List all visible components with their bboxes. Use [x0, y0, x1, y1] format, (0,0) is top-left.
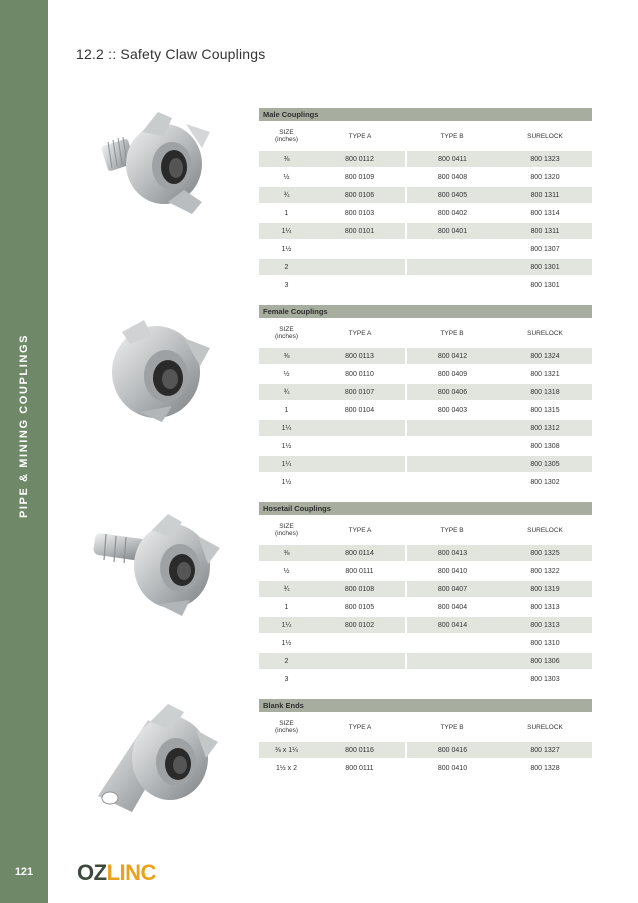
cell-surelock: 800 1325: [498, 545, 592, 562]
cell-type-b: 800 0402: [406, 204, 498, 222]
cell-size: ¾: [259, 383, 314, 401]
table-row: [259, 419, 592, 437]
col-type-a: TYPE A: [348, 723, 372, 731]
logo-oz: OZ: [77, 860, 107, 885]
cell-size: ¾: [259, 580, 314, 598]
cell-type-b: [406, 634, 498, 652]
section-header: Blank Ends: [259, 699, 592, 712]
male-couplings-section: [259, 108, 592, 295]
cell-surelock: 800 1310: [498, 634, 592, 652]
col-type-b: TYPE B: [440, 132, 464, 140]
cell-type-a: 800 0111: [314, 759, 406, 777]
cell-type-b: 800 0406: [406, 383, 498, 401]
cell-type-a: 800 0112: [314, 151, 406, 168]
col-surelock: SURELOCK: [527, 132, 563, 140]
cell-type-b: 800 0412: [406, 348, 498, 365]
col-size: SIZE (inches): [274, 720, 299, 734]
cell-size: 2: [259, 258, 314, 276]
cell-size: 3: [259, 670, 314, 688]
table-row: [259, 545, 592, 562]
cell-surelock: 800 1312: [498, 419, 592, 437]
female-coupling-image: [100, 314, 218, 426]
cell-size: ⅜: [259, 348, 314, 365]
table-row: [259, 151, 592, 168]
page-number: 121: [14, 866, 34, 878]
section-header: Female Couplings: [259, 305, 592, 318]
cell-surelock: 800 1306: [498, 652, 592, 670]
cell-type-a: [314, 652, 406, 670]
section-header: Hosetail Couplings: [259, 502, 592, 515]
cell-type-b: 800 0404: [406, 598, 498, 616]
cell-type-b: [406, 455, 498, 473]
cell-type-a: 800 0109: [314, 168, 406, 186]
cell-type-a: 800 0105: [314, 598, 406, 616]
cell-type-a: 800 0102: [314, 616, 406, 634]
cell-size: 1½: [259, 240, 314, 258]
cell-type-b: [406, 240, 498, 258]
male-couplings-table: [259, 121, 592, 295]
cell-type-b: 800 0401: [406, 222, 498, 240]
cell-surelock: 800 1308: [498, 437, 592, 455]
col-type-a: TYPE A: [348, 132, 372, 140]
male-coupling-image: [98, 110, 226, 220]
cell-size: 1¼: [259, 222, 314, 240]
table-row: [259, 276, 592, 294]
hosetail-couplings-table: [259, 515, 592, 689]
cell-type-a: 800 0106: [314, 186, 406, 204]
table-row: [259, 652, 592, 670]
cell-type-b: 800 0405: [406, 186, 498, 204]
cell-surelock: 800 1322: [498, 562, 592, 580]
cell-surelock: 800 1323: [498, 151, 592, 168]
cell-size: ½: [259, 562, 314, 580]
table-row: [259, 168, 592, 186]
cell-type-b: 800 0409: [406, 365, 498, 383]
cell-type-a: 800 0110: [314, 365, 406, 383]
cell-size: 1: [259, 598, 314, 616]
table-row: [259, 580, 592, 598]
blank-ends-table: [259, 712, 592, 778]
cell-type-a: [314, 258, 406, 276]
cell-surelock: 800 1315: [498, 401, 592, 419]
section-header: Male Couplings: [259, 108, 592, 121]
hosetail-coupling-image: [92, 510, 222, 620]
cell-type-a: 800 0107: [314, 383, 406, 401]
cell-surelock: 800 1327: [498, 742, 592, 759]
cell-surelock: 800 1318: [498, 383, 592, 401]
cell-type-b: [406, 473, 498, 491]
cell-type-b: 800 0414: [406, 616, 498, 634]
table-row: [259, 186, 592, 204]
blank-end-image: [92, 700, 222, 818]
cell-type-b: [406, 670, 498, 688]
col-surelock: SURELOCK: [527, 526, 563, 534]
cell-surelock: 800 1321: [498, 365, 592, 383]
cell-type-a: [314, 276, 406, 294]
cell-size: 2: [259, 652, 314, 670]
sidebar: [0, 0, 48, 903]
col-size: SIZE (inches): [274, 129, 299, 143]
table-row: [259, 598, 592, 616]
cell-type-a: [314, 240, 406, 258]
cell-size: 1: [259, 401, 314, 419]
cell-size: 1¼: [259, 616, 314, 634]
cell-type-a: 800 0104: [314, 401, 406, 419]
col-type-b: TYPE B: [440, 526, 464, 534]
cell-type-a: 800 0101: [314, 222, 406, 240]
cell-type-b: [406, 652, 498, 670]
col-type-b: TYPE B: [440, 723, 464, 731]
table-row: [259, 365, 592, 383]
logo-linc: LINC: [106, 860, 156, 885]
cell-surelock: 800 1320: [498, 168, 592, 186]
table-row: [259, 348, 592, 365]
col-surelock: SURELOCK: [527, 723, 563, 731]
cell-size: 1½: [259, 437, 314, 455]
cell-surelock: 800 1319: [498, 580, 592, 598]
cell-type-a: [314, 437, 406, 455]
col-surelock: SURELOCK: [527, 329, 563, 337]
cell-size: ½: [259, 365, 314, 383]
table-row: [259, 401, 592, 419]
cell-size: 1½ x 2: [259, 759, 314, 777]
sidebar-section-label: PIPE & MINING COUPLINGS: [18, 333, 30, 519]
table-row: [259, 616, 592, 634]
table-row: [259, 258, 592, 276]
table-row: [259, 240, 592, 258]
cell-surelock: 800 1314: [498, 204, 592, 222]
page-title: 12.2 :: Safety Claw Couplings: [76, 46, 266, 62]
table-row: [259, 759, 592, 777]
table-row: [259, 383, 592, 401]
cell-size: ⅜: [259, 545, 314, 562]
cell-type-a: 800 0108: [314, 580, 406, 598]
col-type-a: TYPE A: [348, 526, 372, 534]
cell-size: ¾: [259, 186, 314, 204]
cell-size: 1½: [259, 473, 314, 491]
table-row: [259, 634, 592, 652]
female-couplings-section: [259, 305, 592, 492]
table-row: [259, 204, 592, 222]
table-row: [259, 455, 592, 473]
table-row: [259, 437, 592, 455]
table-row: [259, 562, 592, 580]
table-row: [259, 742, 592, 759]
cell-surelock: 800 1328: [498, 759, 592, 777]
cell-surelock: 800 1301: [498, 276, 592, 294]
cell-type-b: 800 0408: [406, 168, 498, 186]
cell-type-b: 800 0407: [406, 580, 498, 598]
table-row: [259, 473, 592, 491]
cell-type-a: 800 0103: [314, 204, 406, 222]
cell-type-a: 800 0113: [314, 348, 406, 365]
cell-size: 1¼: [259, 419, 314, 437]
cell-type-b: 800 0413: [406, 545, 498, 562]
cell-type-b: [406, 419, 498, 437]
col-size: SIZE (inches): [274, 523, 299, 537]
cell-surelock: 800 1313: [498, 598, 592, 616]
hosetail-couplings-section: [259, 502, 592, 689]
cell-surelock: 800 1313: [498, 616, 592, 634]
cell-surelock: 800 1324: [498, 348, 592, 365]
cell-size: 1½: [259, 634, 314, 652]
cell-surelock: 800 1311: [498, 222, 592, 240]
cell-surelock: 800 1302: [498, 473, 592, 491]
cell-type-a: [314, 419, 406, 437]
cell-type-a: [314, 670, 406, 688]
cell-type-b: 800 0410: [406, 759, 498, 777]
col-type-b: TYPE B: [440, 329, 464, 337]
cell-type-b: [406, 258, 498, 276]
cell-size: ⅜ x 1¼: [259, 742, 314, 759]
cell-surelock: 800 1311: [498, 186, 592, 204]
cell-type-b: 800 0403: [406, 401, 498, 419]
cell-type-a: [314, 455, 406, 473]
cell-type-b: 800 0416: [406, 742, 498, 759]
table-row: [259, 222, 592, 240]
cell-surelock: 800 1307: [498, 240, 592, 258]
cell-surelock: 800 1303: [498, 670, 592, 688]
cell-type-a: 800 0116: [314, 742, 406, 759]
cell-type-a: 800 0114: [314, 545, 406, 562]
table-row: [259, 670, 592, 688]
blank-ends-section: [259, 699, 592, 778]
col-size: SIZE (inches): [274, 326, 299, 340]
cell-type-b: 800 0410: [406, 562, 498, 580]
cell-size: 1¼: [259, 455, 314, 473]
cell-type-a: 800 0111: [314, 562, 406, 580]
cell-type-b: [406, 437, 498, 455]
cell-size: 3: [259, 276, 314, 294]
cell-size: ½: [259, 168, 314, 186]
ozlinc-logo: [77, 859, 156, 887]
cell-type-a: [314, 634, 406, 652]
cell-size: 1: [259, 204, 314, 222]
cell-type-a: [314, 473, 406, 491]
cell-surelock: 800 1305: [498, 455, 592, 473]
female-couplings-table: [259, 318, 592, 492]
cell-type-b: [406, 276, 498, 294]
cell-size: ⅜: [259, 151, 314, 168]
col-type-a: TYPE A: [348, 329, 372, 337]
cell-surelock: 800 1301: [498, 258, 592, 276]
cell-type-b: 800 0411: [406, 151, 498, 168]
